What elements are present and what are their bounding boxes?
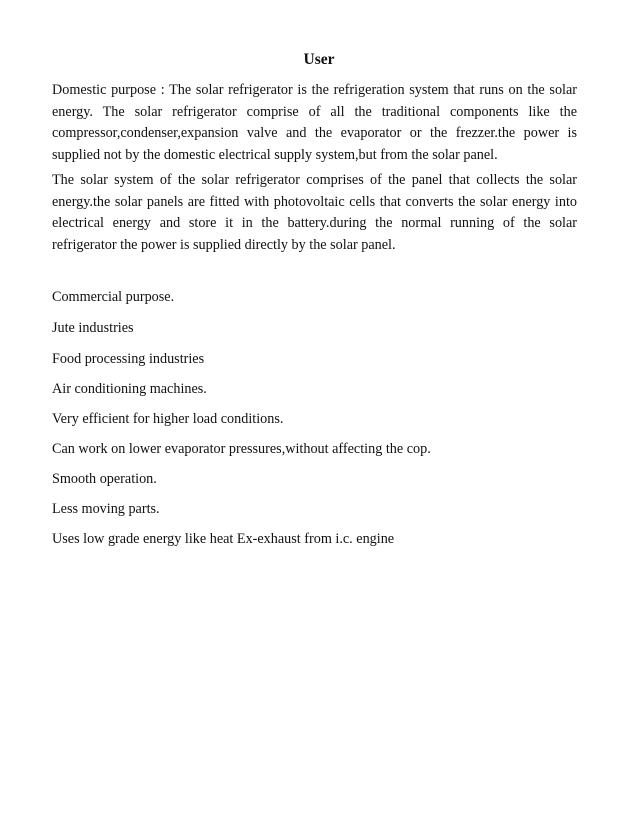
list-item: Very efficient for higher load conditions. <box>52 411 284 427</box>
list-item: Can work on lower evaporator pressures,without affecting the cop. <box>52 441 431 457</box>
list-item: Food processing industries <box>52 351 205 367</box>
list-item: Uses low grade energy like heat Ex-exhaust from i.c. engine <box>52 531 395 547</box>
page-title: User <box>303 51 335 68</box>
list-item: Jute industries <box>52 320 134 336</box>
list-item: Smooth operation. <box>52 471 157 487</box>
list-item: Air conditioning machines. <box>52 381 207 397</box>
list-item: Less moving parts. <box>52 501 160 517</box>
list-item: Commercial purpose. <box>52 289 175 305</box>
paragraph-solar-system: The solar system of the solar refrigerator comprises of the panel that collects the solar energy.the solar panels are fitted with photovoltaic cells that converts the solar energy into electrical energy and store it in the battery.during the normal running of the solar refrigerator the power is supplied directly by the solar panel. <box>52 172 577 253</box>
paragraph-domestic-purpose: Domestic purpose : The solar refrigerator is the refrigeration system that runs on the solar energy. The solar refrigerator comprise of all the traditional components like the compressor,condenser,expansion valve and the evaporator or the frezzer.the power is supplied not by the domestic electrical supply system,but from the solar panel. <box>52 82 577 163</box>
